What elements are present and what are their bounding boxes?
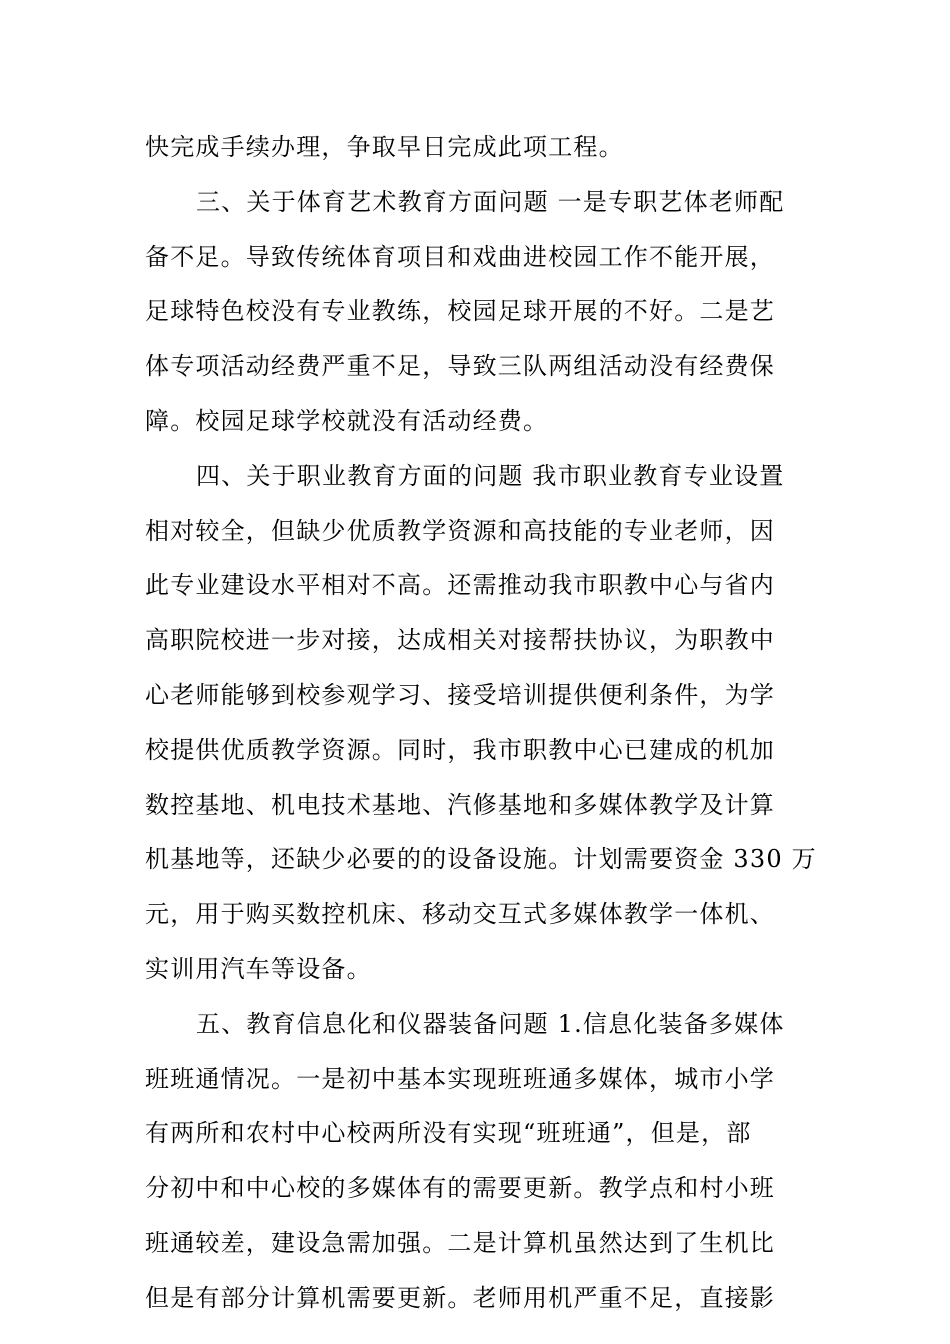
section-heading-line: 四、关于职业教育方面的问题 我市职业教育专业设置 [196,461,785,490]
section-heading-line: 三、关于体育艺术教育方面问题 一是专职艺体老师配 [196,187,785,216]
text-line: 分初中和中心校的多媒体有的需要更新。教学点和村小班 [145,1174,775,1203]
text-line: 实训用汽车等设备。 [145,954,372,983]
text-line: 障。校园足球学校就没有活动经费。 [145,406,549,435]
text-line: 有两所和农村中心校两所没有实现“班班通”，但是，部 [145,1119,752,1148]
text-line: 足球特色校没有专业教练，校园足球开展的不好。二是艺 [145,297,775,326]
text-line: 班班通情况。一是初中基本实现班班通多媒体，城市小学 [145,1064,775,1093]
text-line: 数控基地、机电技术基地、汽修基地和多媒体教学及计算 [145,790,775,819]
text-line: 相对较全，但缺少优质教学资源和高技能的专业老师，因 [145,516,775,545]
text-line: 高职院校进一步对接，达成相关对接帮扶协议，为职教中 [145,626,775,655]
section-heading-line: 五、教育信息化和仪器装备问题 1.信息化装备多媒体 [196,1009,785,1038]
text-line: 此专业建设水平相对不高。还需推动我市职教中心与省内 [145,571,775,600]
text-line: 心老师能够到校参观学习、接受培训提供便利条件，为学 [145,680,775,709]
text-line: 体专项活动经费严重不足，导致三队两组活动没有经费保 [145,352,775,381]
text-line: 校提供优质教学资源。同时，我市职教中心已建成的机加 [145,735,775,764]
text-line: 但是有部分计算机需要更新。老师用机严重不足，直接影 [145,1283,775,1312]
document-page [145,120,817,1326]
text-line: 快完成手续办理，争取早日完成此项工程。 [145,133,624,161]
text-line: 班通较差，建设急需加强。二是计算机虽然达到了生机比 [145,1228,775,1257]
text-line: 备不足。导致传统体育项目和戏曲进校园工作不能开展， [145,242,775,271]
text-line: 元，用于购买数控机床、移动交互式多媒体教学一体机、 [145,900,775,929]
text-line: 机基地等，还缺少必要的的设备设施。计划需要资金 330 万 [145,845,817,874]
